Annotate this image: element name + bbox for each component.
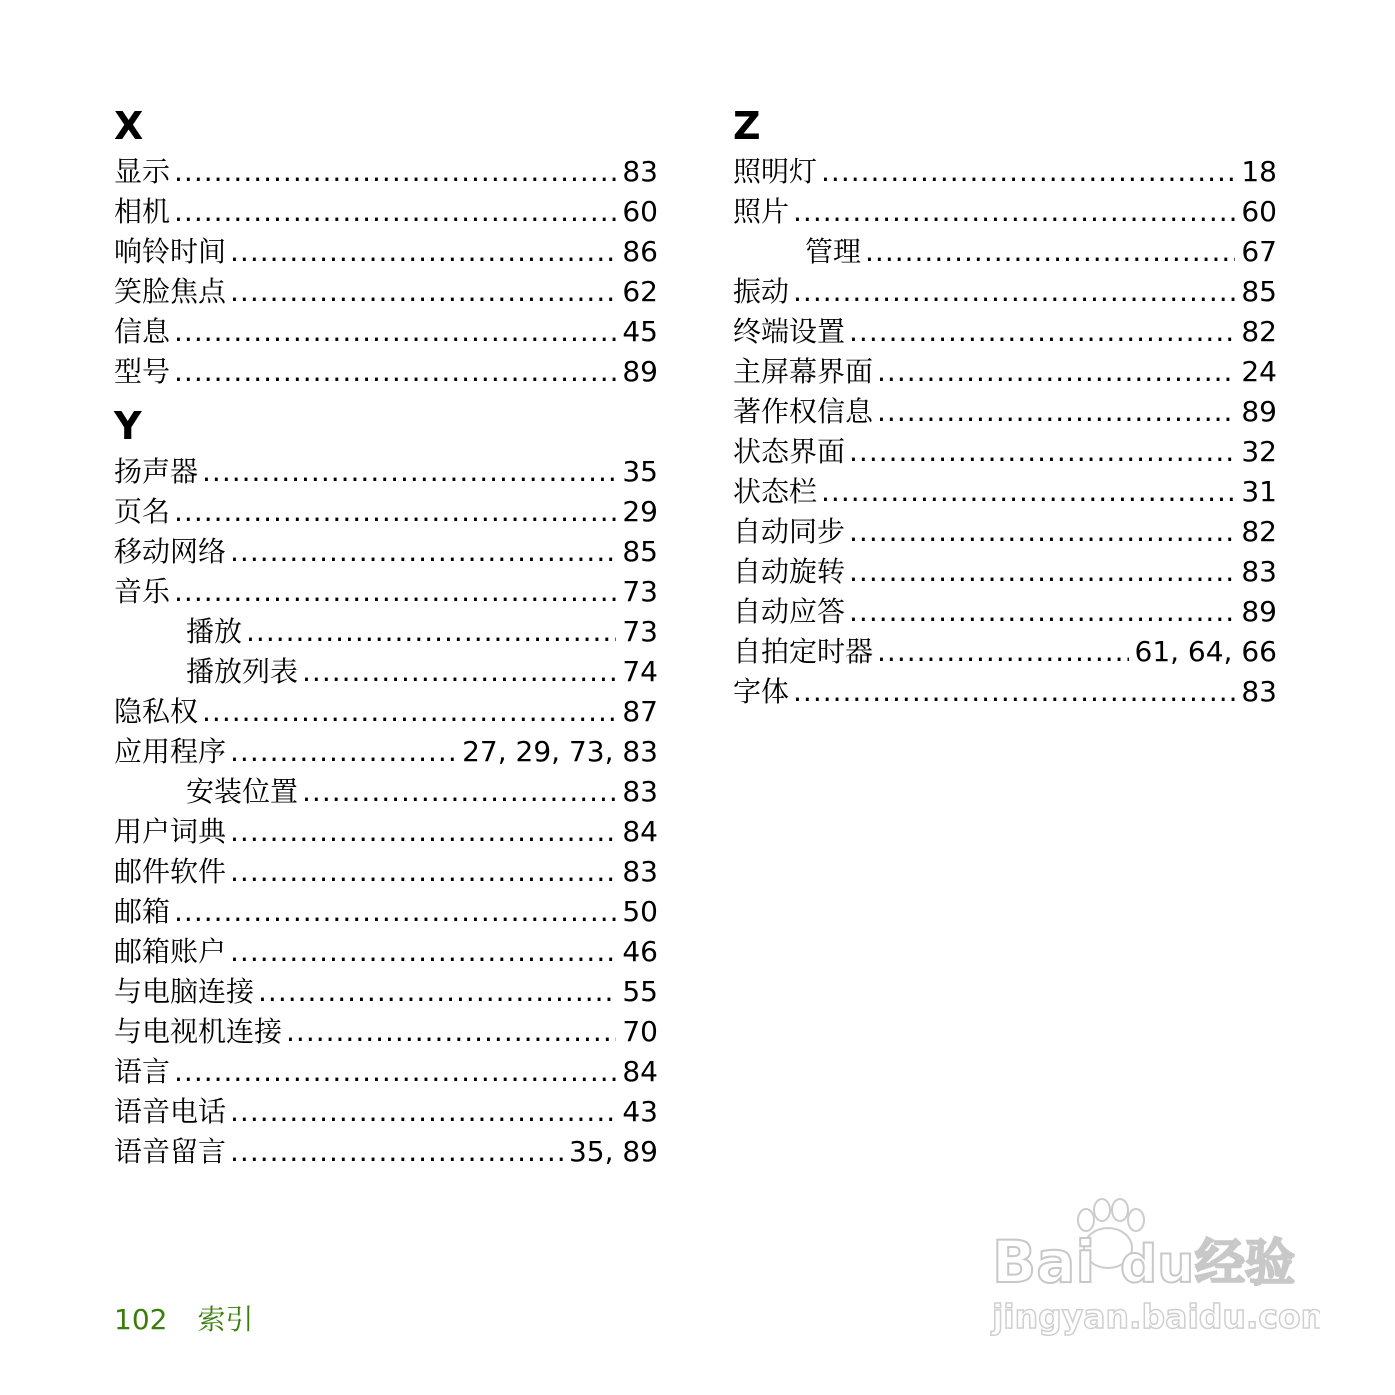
page-footer bbox=[114, 1300, 253, 1340]
index-entry bbox=[733, 272, 1277, 312]
dot-leader bbox=[230, 1132, 563, 1172]
entry-page-numbers: 61, 64, 66 bbox=[1134, 635, 1277, 668]
entry-term: 响铃时间 bbox=[114, 235, 227, 268]
page-number: 102 bbox=[114, 1303, 168, 1336]
entry-term: 与电视机连接 bbox=[114, 1015, 283, 1048]
entry-term: 用户词典 bbox=[114, 815, 227, 848]
dot-leader bbox=[230, 932, 616, 972]
watermark-graphic bbox=[990, 1190, 1320, 1340]
index-entry bbox=[114, 1052, 658, 1092]
entry-page-numbers: 46 bbox=[622, 935, 658, 968]
entry-page-numbers: 85 bbox=[622, 535, 658, 568]
section-letter: Z bbox=[733, 104, 761, 148]
dot-leader bbox=[174, 352, 616, 392]
dot-leader bbox=[793, 272, 1235, 312]
dot-leader bbox=[174, 192, 616, 232]
index-entry bbox=[114, 932, 658, 972]
index-section bbox=[733, 100, 1277, 712]
index-entry bbox=[114, 152, 658, 192]
entry-page-numbers: 82 bbox=[1241, 315, 1277, 348]
dot-leader bbox=[302, 772, 616, 812]
index-entry bbox=[114, 692, 658, 732]
dot-leader bbox=[877, 352, 1235, 392]
entry-page-numbers: 86 bbox=[622, 235, 658, 268]
dot-leader bbox=[174, 312, 616, 352]
entry-page-numbers: 74 bbox=[622, 655, 658, 688]
entry-term: 状态界面 bbox=[733, 435, 846, 468]
entry-term: 信息 bbox=[114, 315, 171, 348]
index-entry bbox=[114, 452, 658, 492]
section-letter: Y bbox=[114, 404, 142, 448]
entry-term: 邮箱 bbox=[114, 895, 171, 928]
entry-page-numbers: 82 bbox=[1241, 515, 1277, 548]
entry-term: 语音电话 bbox=[114, 1095, 227, 1128]
entry-term: 语言 bbox=[114, 1055, 171, 1088]
index-entry bbox=[114, 192, 658, 232]
dot-leader bbox=[230, 272, 616, 312]
dot-leader bbox=[174, 892, 616, 932]
entry-term: 字体 bbox=[733, 675, 790, 708]
index-entry bbox=[733, 352, 1277, 392]
entry-term: 页名 bbox=[114, 495, 171, 528]
dot-leader bbox=[202, 452, 616, 492]
entry-page-numbers: 31 bbox=[1241, 475, 1277, 508]
entry-term: 音乐 bbox=[114, 575, 171, 608]
entry-page-numbers: 55 bbox=[622, 975, 658, 1008]
entry-term: 相机 bbox=[114, 195, 171, 228]
entry-page-numbers: 18 bbox=[1241, 155, 1277, 188]
dot-leader bbox=[849, 552, 1235, 592]
entry-term: 自动旋转 bbox=[733, 555, 846, 588]
dot-leader bbox=[793, 672, 1235, 712]
entry-term: 状态栏 bbox=[733, 475, 818, 508]
dot-leader bbox=[202, 692, 616, 732]
section-title: 索引 bbox=[197, 1303, 254, 1336]
entry-term: 邮件软件 bbox=[114, 855, 227, 888]
dot-leader bbox=[230, 1092, 616, 1132]
index-entry bbox=[114, 312, 658, 352]
entry-page-numbers: 89 bbox=[1241, 595, 1277, 628]
dot-leader bbox=[174, 572, 616, 612]
entry-term: 自动同步 bbox=[733, 515, 846, 548]
entry-page-numbers: 29 bbox=[622, 495, 658, 528]
entry-page-numbers: 83 bbox=[622, 155, 658, 188]
dot-leader bbox=[174, 152, 616, 192]
entry-term: 照明灯 bbox=[733, 155, 818, 188]
index-entry bbox=[114, 1092, 658, 1132]
dot-leader bbox=[849, 592, 1235, 632]
index-entry bbox=[733, 152, 1277, 192]
index-entry bbox=[114, 272, 658, 312]
index-column-left bbox=[114, 100, 658, 1172]
entry-page-numbers: 83 bbox=[622, 775, 658, 808]
entry-term: 笑脸焦点 bbox=[114, 275, 227, 308]
watermark-url: jingyan.baidu.com bbox=[992, 1297, 1320, 1336]
index-subentry bbox=[114, 652, 658, 692]
index-entry bbox=[114, 492, 658, 532]
index-entry bbox=[114, 1012, 658, 1052]
index-entry bbox=[114, 572, 658, 612]
dot-leader bbox=[877, 632, 1128, 672]
watermark-suffix: 经验 bbox=[1195, 1234, 1295, 1292]
dot-leader bbox=[230, 812, 616, 852]
dot-leader bbox=[865, 232, 1235, 272]
entry-page-numbers: 73 bbox=[622, 615, 658, 648]
entry-page-numbers: 62 bbox=[622, 275, 658, 308]
entry-page-numbers: 35 bbox=[622, 455, 658, 488]
entry-page-numbers: 89 bbox=[622, 355, 658, 388]
watermark-brand: Bai bbox=[992, 1228, 1096, 1296]
entry-page-numbers: 60 bbox=[1241, 195, 1277, 228]
entry-term: 终端设置 bbox=[733, 315, 846, 348]
entry-page-numbers: 35, 89 bbox=[568, 1135, 658, 1168]
section-letter: X bbox=[114, 104, 144, 148]
dot-leader bbox=[849, 312, 1235, 352]
index-entry bbox=[114, 232, 658, 272]
watermark-brand-du: du bbox=[1120, 1235, 1195, 1295]
index-entry bbox=[733, 512, 1277, 552]
dot-leader bbox=[230, 532, 616, 572]
entry-page-numbers: 27, 29, 73, 83 bbox=[462, 735, 658, 768]
dot-leader bbox=[849, 512, 1235, 552]
entry-term: 邮箱账户 bbox=[114, 935, 227, 968]
index-subentry bbox=[114, 612, 658, 652]
index-column-right bbox=[733, 100, 1277, 712]
dot-leader bbox=[258, 972, 616, 1012]
dot-leader bbox=[849, 432, 1235, 472]
index-entry bbox=[733, 592, 1277, 632]
entry-term: 振动 bbox=[733, 275, 790, 308]
entry-page-numbers: 84 bbox=[622, 815, 658, 848]
index-entry bbox=[114, 812, 658, 852]
entry-page-numbers: 87 bbox=[622, 695, 658, 728]
index-entry bbox=[114, 852, 658, 892]
entry-term: 著作权信息 bbox=[733, 395, 874, 428]
index-subentry bbox=[733, 232, 1277, 272]
dot-leader bbox=[246, 612, 616, 652]
entry-term: 安装位置 bbox=[186, 775, 299, 808]
entry-page-numbers: 83 bbox=[1241, 555, 1277, 588]
entry-page-numbers: 83 bbox=[622, 855, 658, 888]
entry-page-numbers: 67 bbox=[1241, 235, 1277, 268]
index-entry bbox=[114, 1132, 658, 1172]
entry-term: 与电脑连接 bbox=[114, 975, 255, 1008]
entry-term: 型号 bbox=[114, 355, 171, 388]
entry-term: 自拍定时器 bbox=[733, 635, 874, 668]
index-entry bbox=[114, 532, 658, 572]
entry-term: 播放 bbox=[186, 615, 243, 648]
entry-page-numbers: 43 bbox=[622, 1095, 658, 1128]
entry-page-numbers: 89 bbox=[1241, 395, 1277, 428]
baidu-jingyan-watermark bbox=[990, 1190, 1320, 1340]
index-entry bbox=[733, 472, 1277, 512]
entry-page-numbers: 32 bbox=[1241, 435, 1277, 468]
dot-leader bbox=[174, 492, 616, 532]
entry-term: 隐私权 bbox=[114, 695, 199, 728]
entry-term: 移动网络 bbox=[114, 535, 227, 568]
index-entry bbox=[733, 552, 1277, 592]
entry-page-numbers: 60 bbox=[622, 195, 658, 228]
dot-leader bbox=[230, 232, 616, 272]
index-entry bbox=[733, 392, 1277, 432]
entry-term: 语音留言 bbox=[114, 1135, 227, 1168]
entry-page-numbers: 85 bbox=[1241, 275, 1277, 308]
entry-page-numbers: 73 bbox=[622, 575, 658, 608]
entry-page-numbers: 83 bbox=[1241, 675, 1277, 708]
entry-term: 自动应答 bbox=[733, 595, 846, 628]
index-entry bbox=[114, 732, 658, 772]
entry-term: 管理 bbox=[805, 235, 862, 268]
entry-term: 显示 bbox=[114, 155, 171, 188]
dot-leader bbox=[286, 1012, 616, 1052]
index-entry bbox=[733, 312, 1277, 352]
entry-page-numbers: 24 bbox=[1241, 355, 1277, 388]
dot-leader bbox=[877, 392, 1235, 432]
entry-term: 照片 bbox=[733, 195, 790, 228]
dot-leader bbox=[821, 472, 1235, 512]
index-entry bbox=[733, 432, 1277, 472]
index-entry bbox=[114, 352, 658, 392]
index-entry bbox=[114, 892, 658, 932]
dot-leader bbox=[302, 652, 616, 692]
entry-page-numbers: 70 bbox=[622, 1015, 658, 1048]
entry-term: 应用程序 bbox=[114, 735, 227, 768]
entry-term: 主屏幕界面 bbox=[733, 355, 874, 388]
dot-leader bbox=[793, 192, 1235, 232]
index-subentry bbox=[114, 772, 658, 812]
dot-leader bbox=[230, 852, 616, 892]
index-section bbox=[114, 100, 658, 392]
index-entry bbox=[114, 972, 658, 1012]
dot-leader bbox=[821, 152, 1235, 192]
index-entry bbox=[733, 632, 1277, 672]
entry-term: 播放列表 bbox=[186, 655, 299, 688]
index-entry bbox=[733, 672, 1277, 712]
index-section bbox=[114, 400, 658, 1172]
dot-leader bbox=[174, 1052, 616, 1092]
entry-term: 扬声器 bbox=[114, 455, 199, 488]
index-entry bbox=[733, 192, 1277, 232]
entry-page-numbers: 45 bbox=[622, 315, 658, 348]
entry-page-numbers: 50 bbox=[622, 895, 658, 928]
dot-leader bbox=[230, 732, 456, 772]
entry-page-numbers: 84 bbox=[622, 1055, 658, 1088]
